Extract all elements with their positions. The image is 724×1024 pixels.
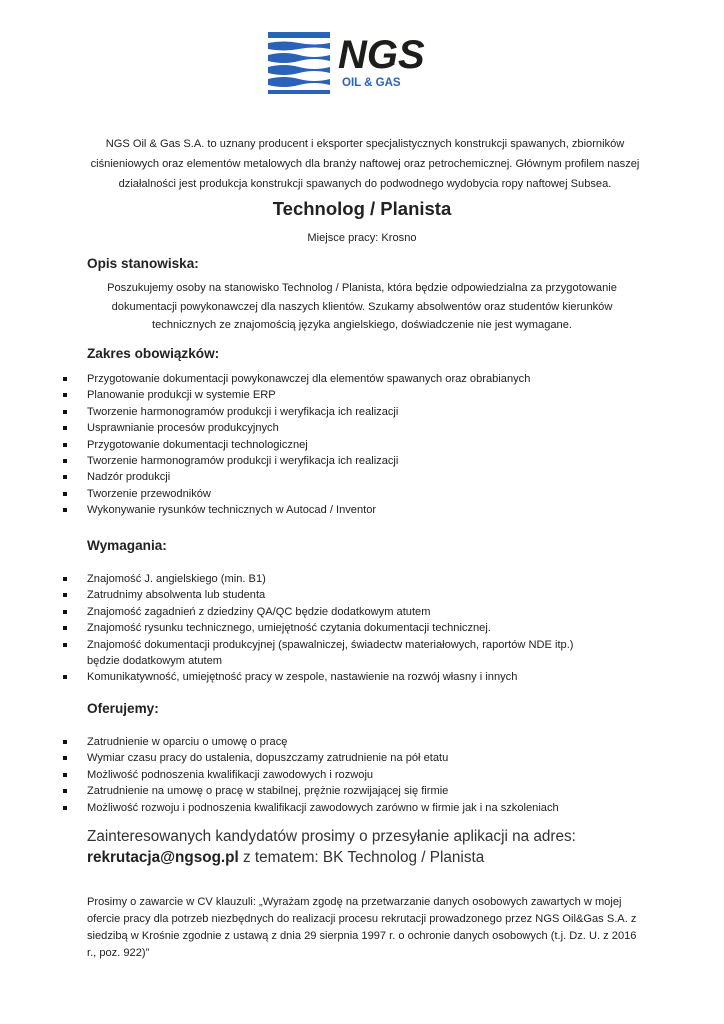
- bullet-icon: [63, 643, 67, 647]
- bullet-icon: [63, 740, 67, 744]
- requirements-list: [0, 571, 724, 686]
- job-title: Technolog / Planista: [272, 198, 452, 219]
- list-item: Zatrudnimy absolwenta lub studenta: [0, 587, 607, 603]
- ngs-logo-icon: [268, 30, 468, 94]
- bullet-icon: [63, 675, 67, 679]
- svg-text:NGS: NGS: [338, 33, 425, 77]
- list-item: Planowanie produkcji w systemie ERP: [0, 387, 607, 403]
- bullet-icon: [63, 626, 67, 630]
- list-item: Usprawnianie procesów produkcyjnych: [0, 420, 607, 436]
- contact-email-link[interactable]: rekrutacja@ngsog.pl: [87, 849, 239, 866]
- list-item: Nadzór produkcji: [0, 469, 607, 485]
- list-item: Tworzenie harmonogramów produkcji i weryfikacja ich realizacji: [0, 404, 607, 420]
- description-heading: Opis stanowiska:: [87, 256, 199, 271]
- bullet-icon: [63, 475, 67, 479]
- bullet-icon: [63, 443, 67, 447]
- bullet-icon: [63, 593, 67, 597]
- requirements-heading: Wymagania:: [87, 538, 167, 553]
- bullet-icon: [63, 377, 67, 381]
- list-item: Komunikatywność, umiejętność pracy w zespole, nastawienie na rozwój własny i innych: [0, 669, 607, 685]
- bullet-icon: [63, 610, 67, 614]
- list-item: Przygotowanie dokumentacji powykonawczej dla elementów spawanych oraz obrabianych: [0, 371, 607, 387]
- list-item: Zatrudnienie w oparciu o umowę o pracę: [0, 734, 607, 750]
- list-item: Znajomość zagadnień z dziedziny QA/QC będzie dodatkowym atutem: [0, 604, 607, 620]
- company-intro: NGS Oil & Gas S.A. to uznany producent i eksporter specjalistycznych konstrukcji spawanych, zbiorników ciśnieniowych oraz elementów metalowych dla branży naftowej oraz petrochemicznej. Głównym profilem naszej działalności jest produkcja konstrukcji spawanych do podwodnego wydobycia ropy naftowej Subsea.: [90, 138, 640, 190]
- gdpr-clause: Prosimy o zawarcie w CV klauzuli: „Wyrażam zgodę na przetwarzanie danych osobowych zawartych w mojej ofercie pracy dla potrzeb niezbędnych do realizacji procesu rekrutacji prowadzonego przez NGS Oil&Gas S.A. z siedzibą w Krośnie zgodnie z ustawą z dnia 29 sierpnia 1997 r. o ochronie danych osobowych (t.j. Dz. U. z 2016 r., poz. 922)”: [87, 896, 637, 959]
- bullet-icon: [63, 789, 67, 793]
- bullet-icon: [63, 577, 67, 581]
- contact-line: Zainteresowanych kandydatów prosimy o przesyłanie aplikacji na adres:: [87, 828, 576, 845]
- contact-subject: z tematem: BK Technolog / Planista: [238, 849, 485, 866]
- list-item: Znajomość rysunku technicznego, umiejętność czytania dokumentacji technicznej.: [0, 620, 607, 636]
- company-logo: [268, 30, 468, 94]
- duties-list: [0, 371, 724, 519]
- bullet-icon: [63, 492, 67, 496]
- list-item: Zatrudnienie na umowę o pracę w stabilnej, prężnie rozwijającej się firmie: [0, 783, 607, 799]
- list-item: Tworzenie harmonogramów produkcji i weryfikacja ich realizacji: [0, 453, 607, 469]
- list-item: Możliwość rozwoju i podnoszenia kwalifikacji zawodowych zarówno w firmie jak i na szkoleniach: [0, 800, 607, 816]
- application-contact: [87, 826, 647, 868]
- offer-list: [0, 734, 724, 816]
- bullet-icon: [63, 756, 67, 760]
- bullet-icon: [63, 459, 67, 463]
- bullet-icon: [63, 393, 67, 397]
- offer-heading: Oferujemy:: [87, 701, 159, 716]
- duties-heading: Zakres obowiązków:: [87, 346, 220, 361]
- list-item: Wykonywanie rysunków technicznych w Autocad / Inventor: [0, 502, 607, 518]
- list-item: Wymiar czasu pracy do ustalenia, dopuszczamy zatrudnienie na pół etatu: [0, 750, 607, 766]
- job-location: Miejsce pracy: Krosno: [307, 232, 417, 244]
- list-item: Przygotowanie dokumentacji technologicznej: [0, 437, 607, 453]
- list-item: Tworzenie przewodników: [0, 486, 607, 502]
- bullet-icon: [63, 806, 67, 810]
- bullet-icon: [63, 426, 67, 430]
- bullet-icon: [63, 410, 67, 414]
- bullet-icon: [63, 508, 67, 512]
- svg-text:OIL & GAS: OIL & GAS: [342, 77, 401, 89]
- list-item: Znajomość dokumentacji produkcyjnej (spawalniczej, świadectw materiałowych, raportów NDE itp.) będzie dodatkowym atutem: [0, 637, 607, 670]
- bullet-icon: [63, 773, 67, 777]
- list-item: Znajomość J. angielskiego (min. B1): [0, 571, 607, 587]
- description-text: Poszukujemy osoby na stanowisko Technolog / Planista, która będzie odpowiedzialna za przygotowanie dokumentacji powykonawczej dla naszych klientów. Szukamy absolwentów oraz studentów kierunków technicznych ze znajomością języka angielskiego, doświadczenie nie jest wymagane.: [107, 282, 617, 332]
- list-item: Możliwość podnoszenia kwalifikacji zawodowych i rozwoju: [0, 767, 607, 783]
